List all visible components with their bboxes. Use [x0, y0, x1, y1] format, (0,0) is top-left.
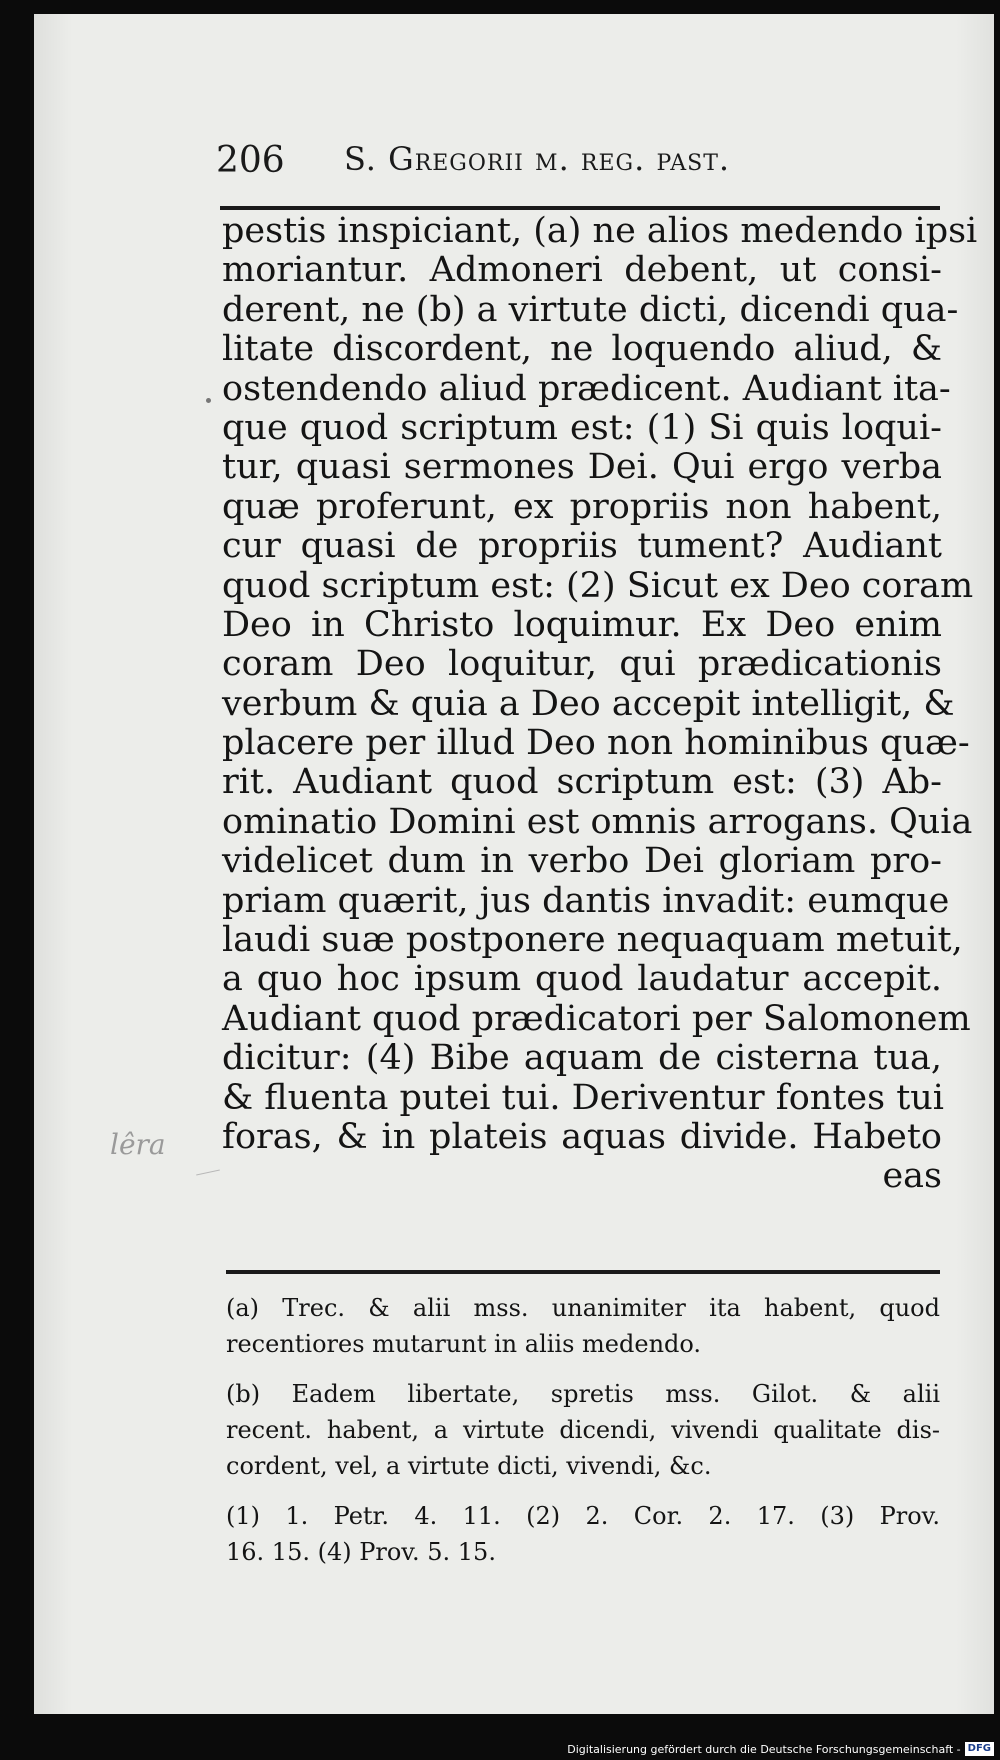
running-title: S. Gregorii m. reg. past.: [344, 140, 731, 178]
page-number: 206: [216, 140, 285, 181]
footnote-a: [226, 1290, 940, 1362]
footnote-line: cordent, vel, a virtute dicti, vivendi, &c.: [226, 1452, 712, 1480]
text-line: derent, ne (b) a virtute dicti, dicendi qua-: [222, 289, 959, 330]
text-line: placere per illud Deo non hominibus quæ-: [222, 723, 970, 764]
text-line: verbum & quia a Deo accepit intelligit, &: [222, 683, 955, 724]
text-line: pestis inspiciant, (a) ne alios medendo ipsi: [222, 211, 978, 251]
text-line: quæ proferunt, ex propriis non habent,: [222, 486, 942, 527]
dfg-logo-icon: DFG: [965, 1742, 994, 1756]
text-line: rit. Audiant quod scriptum est: (3) Ab-: [222, 762, 942, 803]
body-text: [222, 211, 978, 1197]
footnote-refs: [226, 1498, 940, 1570]
text-line: quod scriptum est: (2) Sicut ex Deo coram: [222, 565, 974, 606]
text-line: cur quasi de propriis tument? Audiant: [222, 526, 942, 567]
text-line: videlicet dum in verbo Dei gloriam pro-: [222, 841, 942, 882]
margin-dot: [206, 398, 211, 403]
text-line: que quod scriptum est: (1) Si quis loqui-: [222, 407, 942, 448]
text-line: moriantur. Admoneri debent, ut consi-: [222, 250, 942, 291]
footnote-line: (a) Trec. & alii mss. unanimiter ita habent, quod: [226, 1294, 940, 1322]
text-line: priam quærit, jus dantis invadit: eumque: [222, 880, 950, 921]
catchword: eas: [882, 1156, 942, 1197]
credit-text: Digitalisierung gefördert durch die Deutsche Forschungsgemeinschaft -: [567, 1742, 961, 1756]
text-line: ostendendo aliud prædicent. Audiant ita-: [222, 368, 951, 409]
footnote-line: recentiores mutarunt in aliis medendo.: [226, 1330, 702, 1358]
text-line: ominatio Domini est omnis arrogans. Quia: [222, 801, 973, 842]
text-line: foras, & in plateis aquas divide. Habeto: [222, 1116, 942, 1157]
text-line: Deo in Christo loquimur. Ex Deo enim: [222, 604, 942, 645]
header-rule: [220, 206, 940, 210]
text-line: tur, quasi sermones Dei. Qui ergo verba: [222, 447, 942, 488]
digitization-credit: [567, 1742, 994, 1756]
text-line: litate discordent, ne loquendo aliud, &: [222, 329, 942, 370]
text-line: Audiant quod prædicatori per Salomonem: [222, 998, 971, 1039]
footnote-line: (1) 1. Petr. 4. 11. (2) 2. Cor. 2. 17. (3) Prov.: [226, 1502, 940, 1530]
footnote-b: [226, 1376, 940, 1484]
page-header: [216, 140, 926, 198]
footnote-line: 16. 15. (4) Prov. 5. 15.: [226, 1538, 496, 1566]
text-line: dicitur: (4) Bibe aquam de cisterna tua,: [222, 1038, 942, 1079]
text-line: coram Deo loquitur, qui prædicationis: [222, 644, 942, 685]
footnotes: [226, 1290, 940, 1584]
marginal-note: lêra: [110, 1128, 166, 1161]
footnote-line: recent. habent, a virtute dicendi, vivendi qualitate dis-: [226, 1416, 940, 1444]
text-line: a quo hoc ipsum quod laudatur accepit.: [222, 959, 942, 1000]
text-line: & fluenta putei tui. Deriventur fontes tui: [222, 1077, 944, 1118]
footnote-line: (b) Eadem libertate, spretis mss. Gilot. & alii: [226, 1380, 940, 1408]
footnote-rule: [226, 1270, 940, 1274]
text-line: laudi suæ postponere nequaquam metuit,: [222, 920, 963, 961]
